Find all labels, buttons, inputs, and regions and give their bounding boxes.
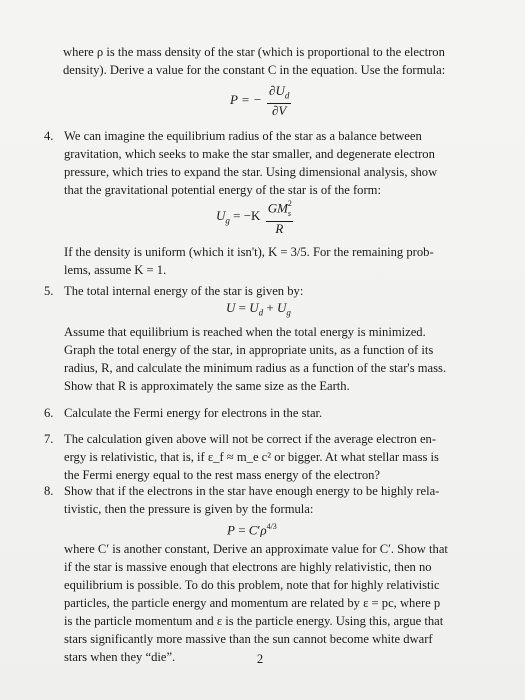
text-line: particles, the particle energy and momentum are related by ε = pc, where p bbox=[64, 596, 441, 610]
text-line: density). Derive a value for the constant C in the equation. Use the formula: bbox=[63, 63, 446, 77]
text-line: The calculation given above will not be correct if the average electron en- bbox=[64, 432, 437, 446]
item-number: 7. bbox=[44, 432, 54, 446]
text-line: Show that if the electrons in the star have enough energy to be highly rela- bbox=[64, 484, 440, 498]
text-line: The total internal energy of the star is given by: bbox=[64, 284, 304, 298]
equation-pressure-derivative bbox=[230, 84, 293, 118]
item-number: 4. bbox=[44, 129, 54, 143]
item-number: 6. bbox=[44, 406, 54, 420]
item-8-after-text bbox=[64, 541, 448, 665]
item-4-text bbox=[64, 128, 437, 198]
text-line: if the star is massive enough that electrons are highly relativistic, then no bbox=[64, 560, 432, 574]
text-line: equilibrium is possible. To do this problem, note that for highly relativistic bbox=[64, 578, 440, 592]
text-line: is the particle momentum and ε is the particle energy. Using this, argue that bbox=[64, 614, 444, 628]
text-line: stars when they “die”. bbox=[64, 650, 176, 664]
item-number: 5. bbox=[44, 284, 54, 298]
item-5-after-text bbox=[64, 324, 446, 394]
text-line: lems, assume K = 1. bbox=[64, 263, 167, 277]
text-line: where ρ is the mass density of the star (which is proportional to the electron bbox=[63, 45, 445, 59]
item-7-text bbox=[64, 431, 439, 483]
item-5-text bbox=[64, 283, 303, 299]
text-line: Show that R is approximately the same size as the Earth. bbox=[64, 379, 350, 393]
text-line: gravitation, which seeks to make the star smaller, and degenerate electron bbox=[64, 147, 435, 161]
equation-total-energy: $U = U_d + U_g$ bbox=[226, 300, 291, 318]
item-4-after-text bbox=[64, 244, 434, 278]
fraction: $\frac{GM^2_s}{R}$ bbox=[267, 199, 292, 236]
text-line: where C′ is another constant, Derive an approximate value for C′. Show that bbox=[64, 542, 448, 556]
page-number: 2 bbox=[256, 652, 264, 666]
text-line: pressure, which tries to expand the star. Using dimensional analysis, show bbox=[64, 165, 438, 179]
text-line: tivistic, then the pressure is given by the formula: bbox=[64, 502, 314, 516]
equation-gravitational-energy: $U_g = -K$ $\frac{GM^2_s}{R}$ bbox=[216, 199, 292, 236]
text-line: Graph the total energy of the star, in appropriate units, as a function of its bbox=[64, 343, 434, 357]
equation-relativistic-pressure: $P = C'\rho^{4/3}$ bbox=[227, 522, 277, 538]
item-8-text bbox=[64, 483, 439, 517]
text-line: the Fermi energy equal to the rest mass energy of the electron? bbox=[64, 468, 381, 482]
text-line: ergy is relativistic, that is, if ε_f ≈ m_e c² or bigger. At what stellar mass is bbox=[64, 450, 439, 464]
intro-paragraph bbox=[63, 44, 445, 78]
text-line: that the gravitational potential energy of the star is of the form: bbox=[64, 183, 381, 197]
equation-lhs: P = − bbox=[230, 91, 262, 107]
text-line: stars significantly more massive than the sun cannot become white dwarf bbox=[64, 632, 433, 646]
text-line: If the density is uniform (which it isn't), K = 3/5. For the remaining prob- bbox=[64, 245, 434, 259]
item-number: 8. bbox=[44, 484, 54, 498]
text-line: Assume that equilibrium is reached when the total energy is minimized. bbox=[64, 325, 426, 339]
fraction: $\frac{\partial U_d}{\partial V}$ bbox=[269, 83, 290, 118]
text-line: radius, R, and calculate the minimum radius as a function of the star's mass. bbox=[64, 361, 447, 375]
text-line: We can imagine the equilibrium radius of the star as a balance between bbox=[64, 129, 422, 143]
text-line: Calculate the Fermi energy for electrons in the star. bbox=[64, 406, 323, 420]
item-6-text bbox=[64, 405, 322, 421]
